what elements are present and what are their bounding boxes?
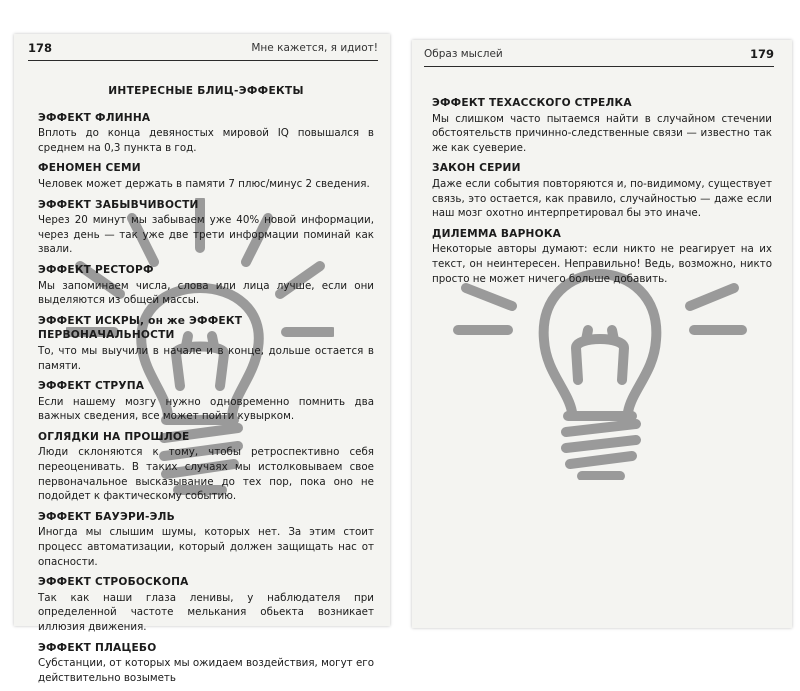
entry-text: Мы запоминаем числа, слова или лица лучше, если они выделяются из общей массы. xyxy=(38,279,374,307)
entry-text: Через 20 минут мы забываем уже 40% новой информации, через день — так уже две трети информации поминай как звали. xyxy=(38,214,374,256)
entry-title: ЗАКОН СЕРИИ xyxy=(432,162,521,175)
entry xyxy=(38,198,374,257)
left-page-content xyxy=(38,84,374,691)
running-title: Мне кажется, я идиот! xyxy=(251,42,378,54)
entry-title: ЭФФЕКТ ЗАБЫВЧИВОСТИ xyxy=(38,198,199,211)
entry-text: То, что мы выучили в начале и в конце, дольше остается в памяти. xyxy=(38,344,374,372)
entry-text: Иногда мы слышим шумы, которых нет. За этим стоит процесс автоматизации, который должен защищать нас от опасности. xyxy=(38,526,374,568)
entry-text: Человек может держать в памяти 7 плюс/минус 2 сведения. xyxy=(38,177,370,190)
entry-title: ФЕНОМЕН СЕМИ xyxy=(38,162,141,175)
running-title: Образ мыслей xyxy=(424,48,503,60)
entry-title: ЭФФЕКТ СТРУПА xyxy=(38,380,145,393)
entry-title: ЭФФЕКТ БАУЭРИ-ЭЛЬ xyxy=(38,510,175,523)
entry-text: Даже если события повторяются и, по-видимому, существует связь, это остается, как правило, случайностью — даже если наш мозг охотно интерпретировал бы это иначе. xyxy=(432,177,772,220)
entry-title: ЭФФЕКТ ТЕХАССКОГО СТРЕЛКА xyxy=(432,97,632,109)
entry-text: Вплоть до конца девяностых мировой IQ повышался в среднем на 0,3 пункта в год. xyxy=(38,127,374,154)
entry-text: Некоторые авторы думают: если никто не реагирует на их текст, он неинтересен. Неправильно! Ведь, возможно, никто просто не может ничего больше добавить. xyxy=(432,243,772,285)
entry-text: Мы слишком часто пытаемся найти в случайном стечении обстоятельств причинно-следственные связи — известно так же как суеверие. xyxy=(432,112,772,154)
entry-title: ЭФФЕКТ ИСКРЫ, он же ЭФФЕКТ ПЕРВОНАЧАЛЬНОСТИ xyxy=(38,314,243,342)
page-number: 179 xyxy=(749,47,774,61)
entry-text: Так как наши глаза ленивы, у наблюдателя при определенной частоте мелькания обьекта возникает иллюзия движения. xyxy=(38,591,374,633)
entry xyxy=(38,641,374,686)
entry xyxy=(38,111,374,156)
entry xyxy=(432,161,772,220)
entry xyxy=(38,161,374,191)
entry-title: ДИЛЕММА ВАРНОКА xyxy=(432,227,562,240)
entry-list xyxy=(432,96,772,286)
entry-list xyxy=(38,111,374,686)
section-heading: ИНТЕРЕСНЫЕ БЛИЦ-ЭФФЕКТЫ xyxy=(108,85,304,97)
entry xyxy=(38,510,374,569)
entry xyxy=(38,263,374,308)
entry xyxy=(38,575,374,634)
entry xyxy=(38,314,374,373)
right-running-head xyxy=(424,44,774,67)
right-page-content xyxy=(432,96,772,292)
entry-title: ЭФФЕКТ ПЛАЦЕБО xyxy=(38,641,157,654)
entry-title: ЭФФЕКТ ФЛИННА xyxy=(38,111,151,124)
entry-text: Субстанции, от которых мы ожидаем воздействия, могут его действительно возыметь xyxy=(38,657,374,684)
entry xyxy=(432,96,772,155)
entry xyxy=(38,430,374,504)
entry-title: ОГЛЯДКИ НА ПРОШЛОЕ xyxy=(38,430,190,443)
entry xyxy=(432,227,772,286)
entry-text: Люди склоняются к тому, чтобы ретроспективно себя переоценивать. В таких случаях мы истолковываем свое первоначальное высказывание до тех пор, пока оно не подойдет к фактическому событию. xyxy=(38,446,374,503)
page-number: 178 xyxy=(28,41,53,55)
entry-title: ЭФФЕКТ РЕСТОРФ xyxy=(38,263,154,276)
entry-title: ЭФФЕКТ СТРОБОСКОПА xyxy=(38,576,189,589)
left-running-head xyxy=(28,38,378,61)
entry xyxy=(38,379,374,424)
entry-text: Если нашему мозгу нужно одновременно помнить два важных сведения, все может пойти кувырком. xyxy=(38,395,374,423)
